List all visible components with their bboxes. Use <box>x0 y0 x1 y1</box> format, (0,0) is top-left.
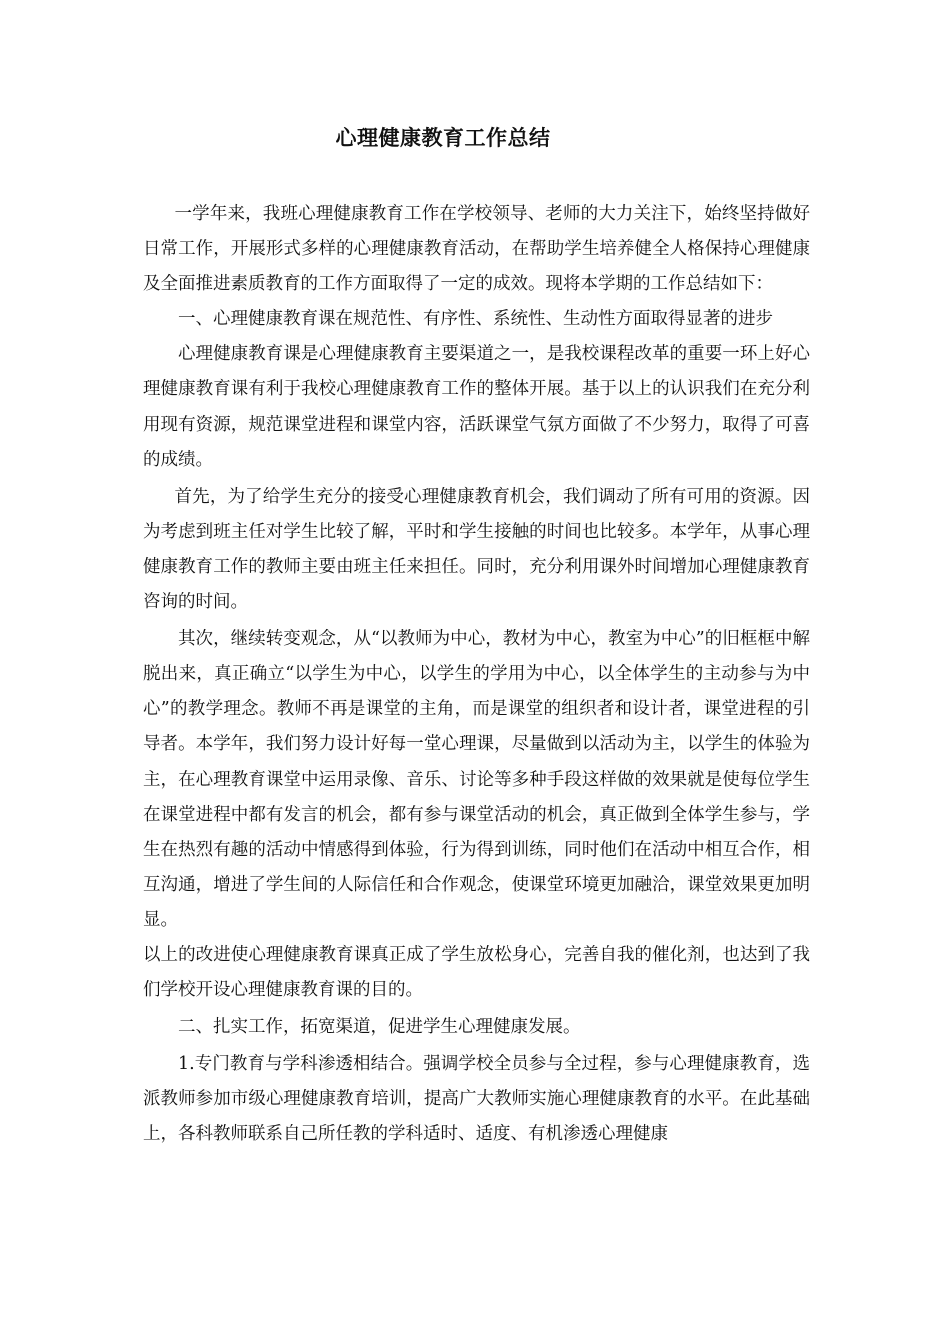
page-title: 心理健康教育工作总结 <box>335 126 551 150</box>
paragraph-first: 首先，为了给学生充分的接受心理健康教育机会，我们调动了所有可用的资源。因为考虑到班主任对学生比较了解，平时和学生接触的时间也比较多。本学年，从事心理健康教育工作的教师主要由班主任来担任。同时，充分利用课外时间增加心理健康教育咨询的时间。 <box>143 486 810 613</box>
section-heading-1: 一、心理健康教育课在规范性、有序性、系统性、生动性方面取得显著的进步 <box>178 309 773 330</box>
paragraph-course-overview: 心理健康教育课是心理健康教育主要渠道之一，是我校课程改革的重要一环上好心理健康教育课有利于我校心理健康教育工作的整体开展。基于以上的认识我们在充分利用现有资源，规范课堂进程和课堂内容，活跃课堂气氛方面做了不少努力，取得了可喜的成绩。 <box>143 344 810 470</box>
section-heading-2: 二、扎实工作，拓宽渠道，促进学生心理健康发展。 <box>178 1017 581 1038</box>
paragraph-second: 其次，继续转变观念，从“以教师为中心，教材为中心，教室为中心”的旧框框中解脱出来，真正确立“以学生为中心，以学生的学用为中心，以全体学生的主动参与为中心”的教学理念。教师不再是课堂的主角，而是课堂的组织者和设计者，课堂进程的引导者。本学年，我们努力设计好每一堂心理课，尽量做到以活动为主，以学生的体验为主，在心理教育课堂中运用录像、音乐、讨论等多种手段这样做的效果就是使每位学生在课堂进程中都有发言的机会，都有参与课堂活动的机会，真正做到全体学生参与，学生在热烈有趣的活动中情感得到体验，行为得到训练，同时他们在活动中相互合作，相互沟通，增进了学生间的人际信任和合作观念，使课堂环境更加融洽，课堂效果更加明显。 <box>143 629 810 930</box>
document-body <box>143 197 810 1153</box>
intro-paragraph: 一学年来，我班心理健康教育工作在学校领导、老师的大力关注下，始终坚持做好日常工作，开展形式多样的心理健康教育活动，在帮助学生培养健全人格保持心理健康及全面推进素质教育的工作方面取得了一定的成效。现将本学期的工作总结如下： <box>143 204 810 295</box>
paragraph-result: 以上的改进使心理健康教育课真正成了学生放松身心，完善自我的催化剂，也达到了我们学校开设心理健康教育课的目的。 <box>143 944 810 1001</box>
paragraph-item-1: 1.专门教育与学科渗透相结合。强调学校全员参与全过程，参与心理健康教育，选派教师参加市级心理健康教育培训，提高广大教师实施心理健康教育的水平。在此基础上，各科教师联系自己所任教的学科适时、适度、有机渗透心理健康 <box>143 1054 810 1145</box>
